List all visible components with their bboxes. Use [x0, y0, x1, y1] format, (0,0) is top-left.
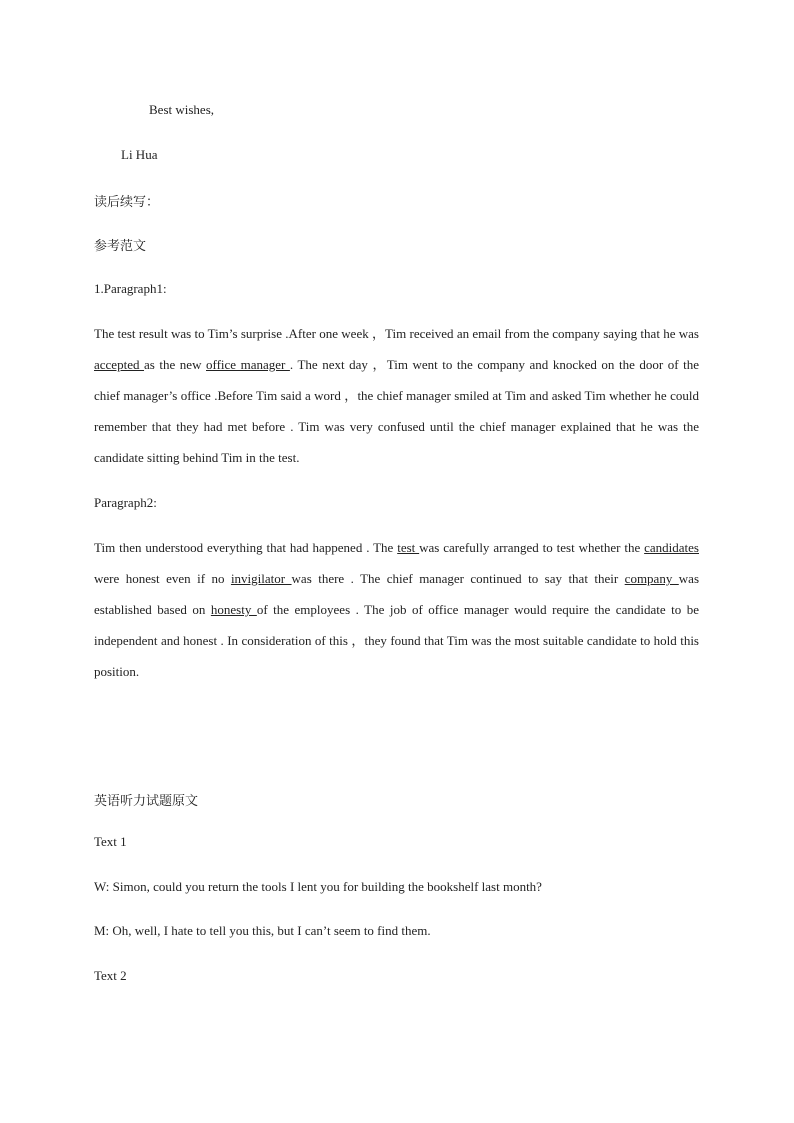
p1-underlined-office-manager: office manager [206, 357, 290, 372]
dialogue-m-line: M: Oh, well, I hate to tell you this, but I can’t seem to find them. [94, 923, 431, 938]
p1-text-1: The test result was to Tim’s surprise .After one week ，Tim received an email from the company saying that he was [94, 326, 699, 341]
p1-underlined-accepted: accepted [94, 357, 145, 372]
p2-text-1: Tim then understood everything that had happened . The [94, 540, 398, 555]
dialogue-w-line: W: Simon, could you return the tools I lent you for building the bookshelf last month? [94, 879, 542, 894]
p2-underlined-company: company [624, 571, 679, 586]
paragraph1-body [94, 318, 699, 473]
p2-text-3: were honest even if no [94, 571, 231, 586]
letter-closing: Best wishes, [149, 102, 214, 117]
p2-text-6: of the employees . The job of office manager would require the candidate to be independent and honest . In consideration of this ，they found that Tim was the most suitable candidate to hold this position. [94, 602, 699, 679]
p2-underlined-invigilator: invigilator [230, 571, 292, 586]
listening-heading: 英语听力试题原文 [94, 794, 199, 809]
p2-text-2: was carefully arranged to test whether the [419, 540, 645, 555]
text2-label: Text 2 [94, 968, 127, 983]
p2-underlined-candidates: candidates [644, 540, 699, 555]
paragraph1-label: 1.Paragraph1: [94, 281, 167, 296]
p1-text-3: . The next day ，Tim went to the company and knocked on the door of the chief manager’s office .Before Tim said a word ，the chief manager smiled at Tim and asked Tim whether he could remember that they had met before . Tim was very confused until the chief manager explained that he was the candidate sitting behind Tim in the test. [94, 357, 700, 465]
paragraph2-body [94, 532, 699, 687]
p2-text-4: was there . The chief manager continued to say that their [291, 571, 625, 586]
paragraph2-label: Paragraph2: [94, 495, 157, 510]
p2-underlined-honesty: honesty [210, 602, 257, 617]
text1-label: Text 1 [94, 834, 127, 849]
p2-underlined-test: test [397, 540, 420, 555]
sample-essay-heading: 参考范文 [94, 239, 147, 254]
letter-signature: Li Hua [121, 147, 158, 162]
p1-text-2: as the new [144, 357, 206, 372]
section-heading-continuation: 读后续写： [94, 195, 160, 210]
p2-text-5: was established based on [94, 571, 699, 617]
